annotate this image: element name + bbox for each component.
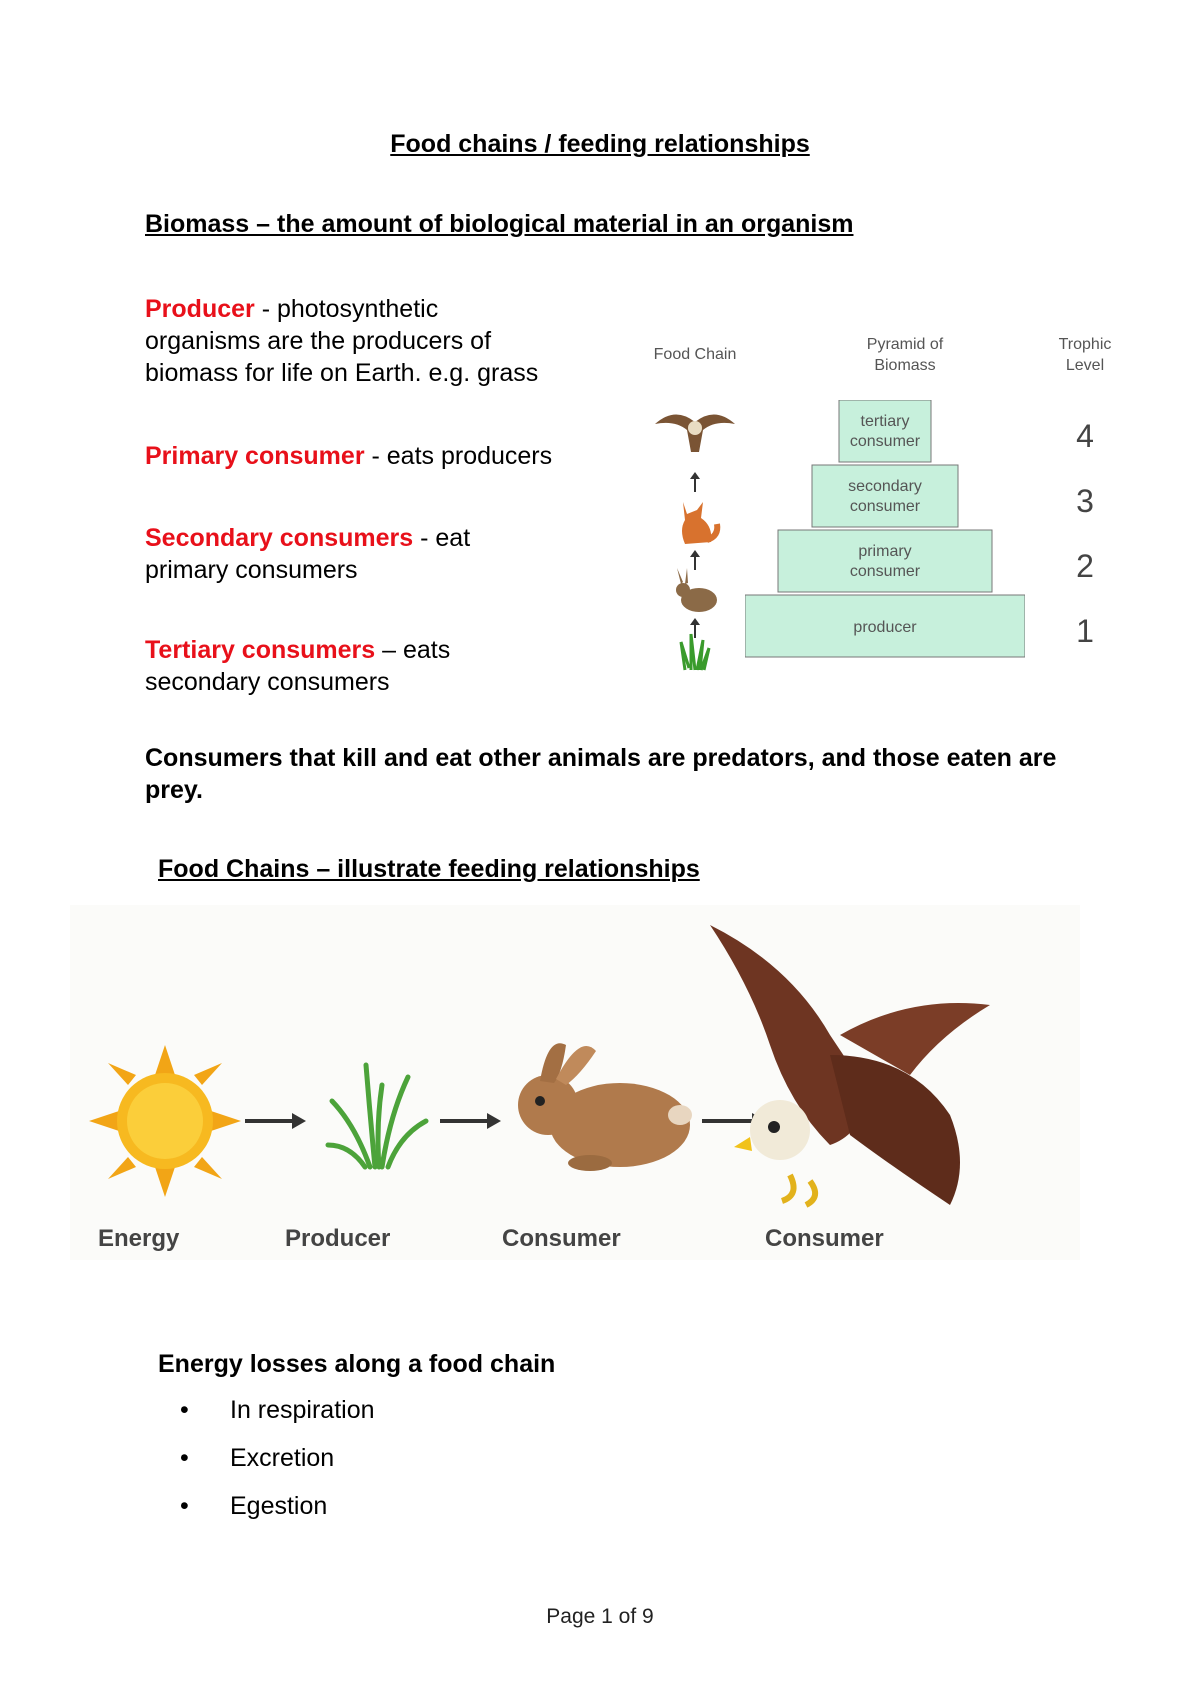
food-chain-art [70,905,1080,1260]
predators-line2: prey. [145,776,203,804]
food-chains-heading: Food Chains – illustrate feeding relationships [158,855,700,883]
predators-line1: Consumers that kill and eat other animals are predators, and those eaten are [145,744,1057,772]
secondary-consumer-definition [145,522,470,586]
trophic-column-heading [1035,334,1135,376]
bullet-icon: • [180,1492,189,1520]
label-consumer-secondary: Consumer [765,1225,884,1252]
energy-loss-item [180,1444,334,1473]
arrow-icon [440,1113,501,1129]
tertiary-consumer-definition [145,634,450,698]
energy-loss-text: In respiration [230,1396,375,1424]
energy-loss-item [180,1396,375,1425]
rabbit-icon [676,568,717,612]
food-chain-illustration [70,905,1080,1260]
pyramid-tier-label: consumer [849,498,921,515]
fox-icon [682,502,717,544]
energy-loss-text: Excretion [230,1444,335,1472]
pyramid-tier-label: consumer [849,433,921,450]
primary-consumer-term: Primary consumer [145,442,365,470]
energy-loss-item [180,1492,327,1521]
up-arrow-icon [690,550,700,570]
bullet-icon: • [180,1396,189,1424]
trophic-heading-line2: Level [1065,357,1105,374]
biomass-pyramid-diagram [635,330,1155,690]
pyramid-tier [778,530,992,592]
pyramid-svg [745,400,1025,660]
secondary-consumer-line2: primary consumers [145,556,358,584]
rabbit-icon [518,1043,692,1171]
pyramid-tier-label: primary [858,543,912,560]
pyramid-tier-label: consumer [849,563,921,580]
secondary-consumer-term: Secondary consumers [145,524,414,552]
energy-loss-text: Egestion [230,1492,328,1520]
bullet-icon: • [180,1444,189,1472]
grass-icon [681,634,709,670]
producer-term: Producer [145,295,255,323]
predators-statement [145,742,1155,806]
label-energy: Energy [98,1225,180,1252]
trophic-level-number: 4 [1076,418,1094,454]
tertiary-consumer-term: Tertiary consumers [145,636,376,664]
producer-line1: - photosynthetic [254,295,439,323]
page-footer: Page 1 of 9 [546,1605,654,1628]
food-chain-column-heading: Food Chain [653,346,737,363]
arrow-icon [245,1113,306,1129]
trophic-levels [1065,418,1115,658]
trophic-heading-line1: Trophic [1058,336,1112,353]
grass-icon [328,1065,426,1167]
pyramid-tier-label: tertiary [860,413,910,430]
label-consumer-primary: Consumer [502,1225,621,1252]
up-arrow-icon [690,472,700,492]
tertiary-consumer-line2: secondary consumers [145,668,390,696]
eagle-icon [710,925,990,1205]
primary-consumer-rest: - eats producers [364,442,553,470]
pyramid-column-heading [845,334,965,376]
pyramid-heading-line2: Biomass [874,357,936,374]
owl-icon [655,414,735,452]
primary-consumer-definition [145,440,552,472]
pyramid-tier [839,400,931,462]
producer-line3: biomass for life on Earth. e.g. grass [145,359,539,387]
pyramid-tier [812,465,958,527]
trophic-level-number: 3 [1076,483,1094,519]
biomass-definition: Biomass – the amount of biological material in an organism [145,210,854,238]
trophic-level-number: 2 [1076,548,1094,584]
trophic-level-number: 1 [1076,613,1094,649]
page-title: Food chains / feeding relationships [390,130,810,158]
label-producer: Producer [285,1225,391,1252]
mini-food-chain [645,402,745,672]
pyramid-tier-label: producer [853,619,917,636]
secondary-consumer-rest: - eat [413,524,471,552]
pyramid-tier-label: secondary [848,478,922,495]
producer-definition [145,293,615,389]
energy-losses-heading: Energy losses along a food chain [158,1350,556,1378]
sun-icon [89,1045,241,1197]
tertiary-consumer-rest: – eats [375,636,451,664]
producer-line2: organisms are the producers of [145,327,492,355]
pyramid-heading-line1: Pyramid of [866,336,944,353]
